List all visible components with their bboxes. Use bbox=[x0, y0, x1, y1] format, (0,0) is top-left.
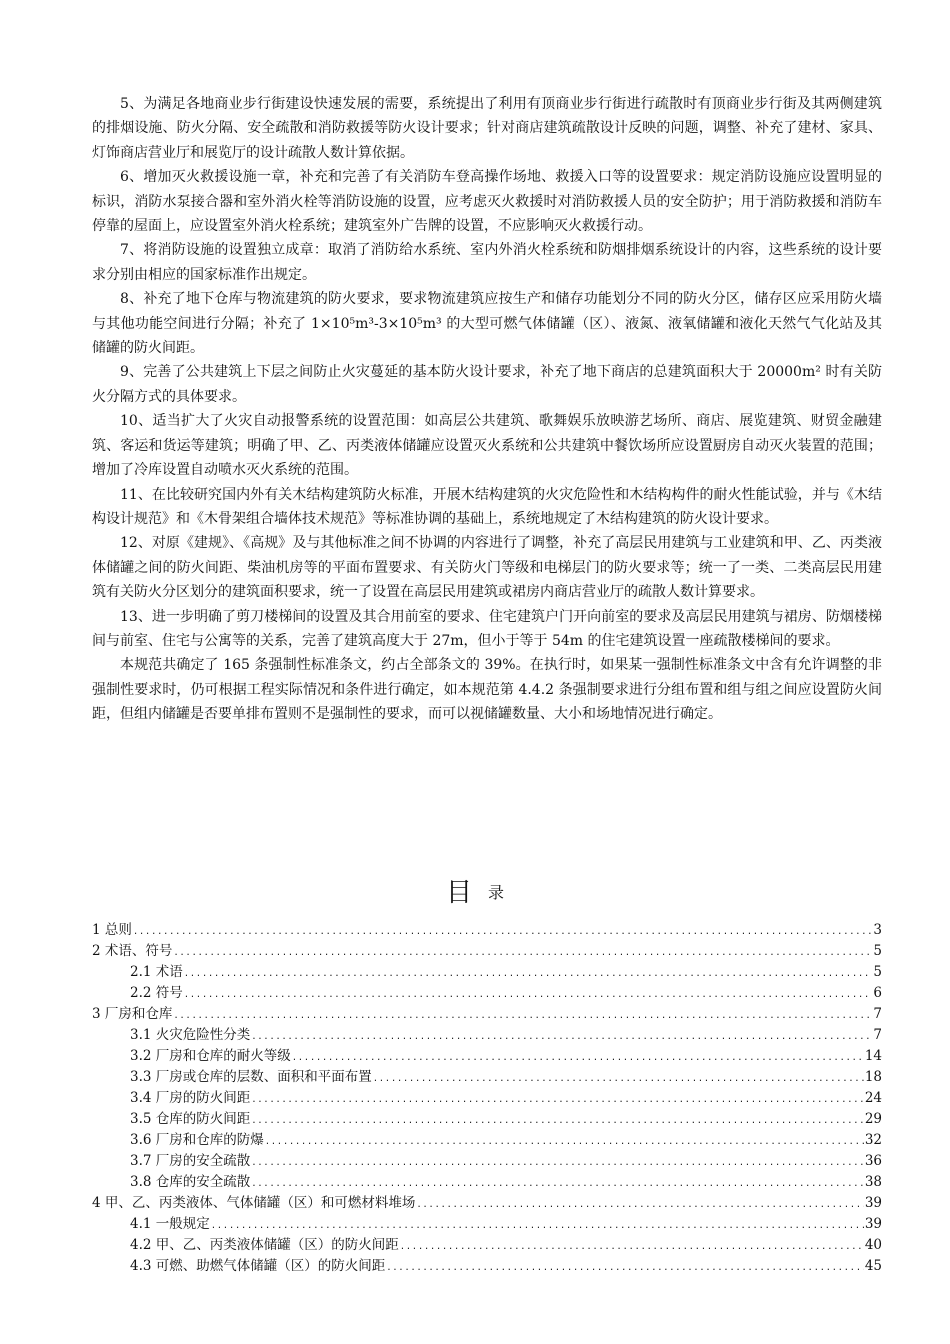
toc-entry[interactable] bbox=[92, 963, 882, 984]
toc-dot-leader bbox=[173, 944, 872, 963]
paragraph: 5、为满足各地商业步行街建设快速发展的需要，系统提出了利用有顶商业步行街进行疏散时有顶商业步行街及其两侧建筑的排烟设施、防火分隔、安全疏散和消防救援等防火设计要求；针对商店建筑疏散设计反映的问题，调整、补充了建材、家具、灯饰商店营业厅和展览厅的设计疏散人数计算依据。 bbox=[92, 96, 882, 161]
toc-dot-leader bbox=[265, 1133, 864, 1152]
toc-entry-page: 36 bbox=[864, 1153, 882, 1169]
toc-entry-page: 32 bbox=[864, 1132, 882, 1148]
toc-entry[interactable] bbox=[92, 984, 882, 1005]
toc-entry-page: 14 bbox=[864, 1048, 882, 1064]
toc-entry-page: 38 bbox=[864, 1174, 882, 1190]
toc-heading-sub: 录 bbox=[488, 883, 505, 902]
toc-entry-page: 29 bbox=[864, 1111, 882, 1127]
toc-entry[interactable] bbox=[92, 1089, 882, 1110]
toc-entry[interactable] bbox=[92, 1257, 882, 1278]
toc-entry[interactable] bbox=[92, 1131, 882, 1152]
toc-entry[interactable] bbox=[92, 1236, 882, 1257]
toc-entry-label: 3.4 厂房的防火间距 bbox=[130, 1090, 251, 1106]
toc-entry-label: 1 总则 bbox=[92, 922, 132, 938]
table-of-contents bbox=[92, 921, 882, 1278]
toc-entry-page: 7 bbox=[873, 1027, 882, 1043]
toc-heading-main: 目 bbox=[445, 878, 472, 908]
toc-entry-label: 3.5 仓库的防火间距 bbox=[130, 1111, 251, 1127]
toc-entry[interactable] bbox=[92, 1047, 882, 1068]
toc-entry-page: 3 bbox=[873, 922, 882, 938]
toc-entry[interactable] bbox=[92, 942, 882, 963]
paragraph: 13、进一步明确了剪刀楼梯间的设置及其合用前室的要求、住宅建筑户门开向前室的要求及高层民用建筑与裙房、防烟楼梯间与前室、住宅与公寓等的关系，完善了建筑高度大于 27m，但小于等于 54m 的住宅建筑设置一座疏散楼梯间的要求。 bbox=[92, 608, 882, 649]
toc-entry-page: 5 bbox=[873, 943, 882, 959]
toc-dot-leader bbox=[416, 1196, 863, 1215]
paragraph: 7、将消防设施的设置独立成章：取消了消防给水系统、室内外消火栓系统和防烟排烟系统设计的内容，这些系统的设计要求分别由相应的国家标准作出规定。 bbox=[92, 242, 882, 283]
toc-entry[interactable] bbox=[92, 1215, 882, 1236]
paragraph: 本规范共确定了 165 条强制性标准条文，约占全部条文的 39%。在执行时，如果某一强制性标准条文中含有允许调整的非强制性要求时，仍可根据工程实际情况和条件进行确定，如本规范第 4.4.2 条强制要求进行分组布置和组与组之间应设置防火间距，但组内储罐是否要单排布置则不是强制性的要求，而可以视储罐数量、大小和场地情况进行确定。 bbox=[92, 657, 882, 723]
paragraph: 9、完善了公共建筑上下层之间防止火灾蔓延的基本防火设计要求，补充了地下商店的总建筑面积大于 20000m² 时有关防火分隔方式的具体要求。 bbox=[92, 364, 882, 405]
toc-entry[interactable] bbox=[92, 1068, 882, 1089]
toc-entry[interactable] bbox=[92, 921, 882, 942]
toc-entry[interactable] bbox=[92, 1005, 882, 1026]
paragraph: 12、对原《建规》、《高规》及与其他标准之间不协调的内容进行了调整，补充了高层民用建筑与工业建筑和甲、乙、丙类液体储罐之间的防火间距、柴油机房等的平面布置要求、有关防火门等级和电梯层门的防火要求等；统一了一类、二类高层民用建筑有关防火分区划分的建筑面积要求，统一了设置在高层民用建筑或裙房内商店营业厅的疏散人数计算要求。 bbox=[92, 535, 882, 601]
toc-entry-page: 40 bbox=[864, 1237, 882, 1253]
toc-dot-leader bbox=[373, 1070, 864, 1089]
toc-entry[interactable] bbox=[92, 1152, 882, 1173]
paragraph: 8、补充了地下仓库与物流建筑的防火要求，要求物流建筑应按生产和储存功能划分不同的防火分区，储存区应采用防火墙与其他功能空间进行分隔；补充了 1×10⁵m³-3×10⁵m³ 的大型可燃气体储罐（区）、液氮、液氧储罐和液化天然气气化站及其储罐的防火间距。 bbox=[92, 291, 882, 357]
paragraph: 6、增加灭火救援设施一章，补充和完善了有关消防车登高操作场地、救援入口等的设置要求：规定消防设施应设置明显的标识，消防水泵接合器和室外消火栓等消防设施的设置，应考虑灭火救援时对消防救援人员的安全防护；用于消防救援和消防车停靠的屋面上，应设置室外消火栓系统；建筑室外广告牌的设置，不应影响灭火救援行动。 bbox=[92, 169, 882, 235]
toc-dot-leader bbox=[173, 1007, 872, 1026]
toc-entry[interactable] bbox=[92, 1173, 882, 1194]
toc-dot-leader bbox=[184, 965, 873, 984]
toc-entry-label: 4 甲、乙、丙类液体、气体储罐（区）和可燃材料堆场 bbox=[92, 1195, 416, 1211]
preface-body bbox=[92, 92, 882, 727]
toc-entry-label: 4.1 一般规定 bbox=[130, 1216, 210, 1232]
toc-entry-page: 39 bbox=[864, 1195, 882, 1211]
toc-entry-label: 3.2 厂房和仓库的耐火等级 bbox=[130, 1048, 291, 1064]
toc-entry-page: 39 bbox=[864, 1216, 882, 1232]
toc-dot-leader bbox=[251, 1091, 864, 1110]
toc-entry-page: 24 bbox=[864, 1090, 882, 1106]
toc-entry-label: 2.1 术语 bbox=[130, 964, 183, 980]
toc-dot-leader bbox=[133, 923, 873, 942]
toc-dot-leader bbox=[292, 1049, 864, 1068]
toc-dot-leader bbox=[184, 986, 873, 1005]
toc-dot-leader bbox=[251, 1175, 864, 1194]
toc-entry-label: 3.3 厂房或仓库的层数、面积和平面布置 bbox=[130, 1069, 372, 1085]
toc-entry-label: 3.7 厂房的安全疏散 bbox=[130, 1153, 251, 1169]
toc-entry-label: 3.1 火灾危险性分类 bbox=[130, 1027, 251, 1043]
toc-entry-page: 45 bbox=[864, 1258, 882, 1274]
toc-dot-leader bbox=[251, 1028, 872, 1047]
toc-dot-leader bbox=[251, 1112, 864, 1131]
toc-entry-page: 6 bbox=[873, 985, 882, 1001]
toc-entry-label: 2 术语、符号 bbox=[92, 943, 173, 959]
toc-entry-label: 2.2 符号 bbox=[130, 985, 183, 1001]
toc-entry[interactable] bbox=[92, 1110, 882, 1131]
toc-entry-page: 7 bbox=[873, 1006, 882, 1022]
toc-heading bbox=[0, 876, 950, 910]
toc-entry-label: 3.8 仓库的安全疏散 bbox=[130, 1174, 251, 1190]
paragraph: 10、适当扩大了火灾自动报警系统的设置范围：如高层公共建筑、歌舞娱乐放映游艺场所、商店、展览建筑、财贸金融建筑、客运和货运等建筑；明确了甲、乙、丙类液体储罐应设置灭火系统和公共建筑中餐饮场所应设置厨房自动灭火装置的范围；增加了冷库设置自动喷水灭火系统的范围。 bbox=[92, 413, 882, 479]
paragraph: 11、在比较研究国内外有关木结构建筑防火标准，开展木结构建筑的火灾危险性和木结构构件的耐火性能试验，并与《木结构设计规范》和《木骨架组合墙体技术规范》等标准协调的基础上，系统地规定了木结构建筑的防火设计要求。 bbox=[92, 486, 882, 527]
toc-entry-label: 4.2 甲、乙、丙类液体储罐（区）的防火间距 bbox=[130, 1237, 399, 1253]
toc-dot-leader bbox=[386, 1259, 864, 1278]
toc-dot-leader bbox=[400, 1238, 864, 1257]
toc-entry-label: 4.3 可燃、助燃气体储罐（区）的防火间距 bbox=[130, 1258, 386, 1274]
toc-entry-page: 5 bbox=[873, 964, 882, 980]
toc-entry-page: 18 bbox=[864, 1069, 882, 1085]
toc-entry[interactable] bbox=[92, 1026, 882, 1047]
toc-dot-leader bbox=[251, 1154, 864, 1173]
toc-entry[interactable] bbox=[92, 1194, 882, 1215]
toc-dot-leader bbox=[211, 1217, 864, 1236]
toc-entry-label: 3 厂房和仓库 bbox=[92, 1006, 173, 1022]
toc-entry-label: 3.6 厂房和仓库的防爆 bbox=[130, 1132, 264, 1148]
